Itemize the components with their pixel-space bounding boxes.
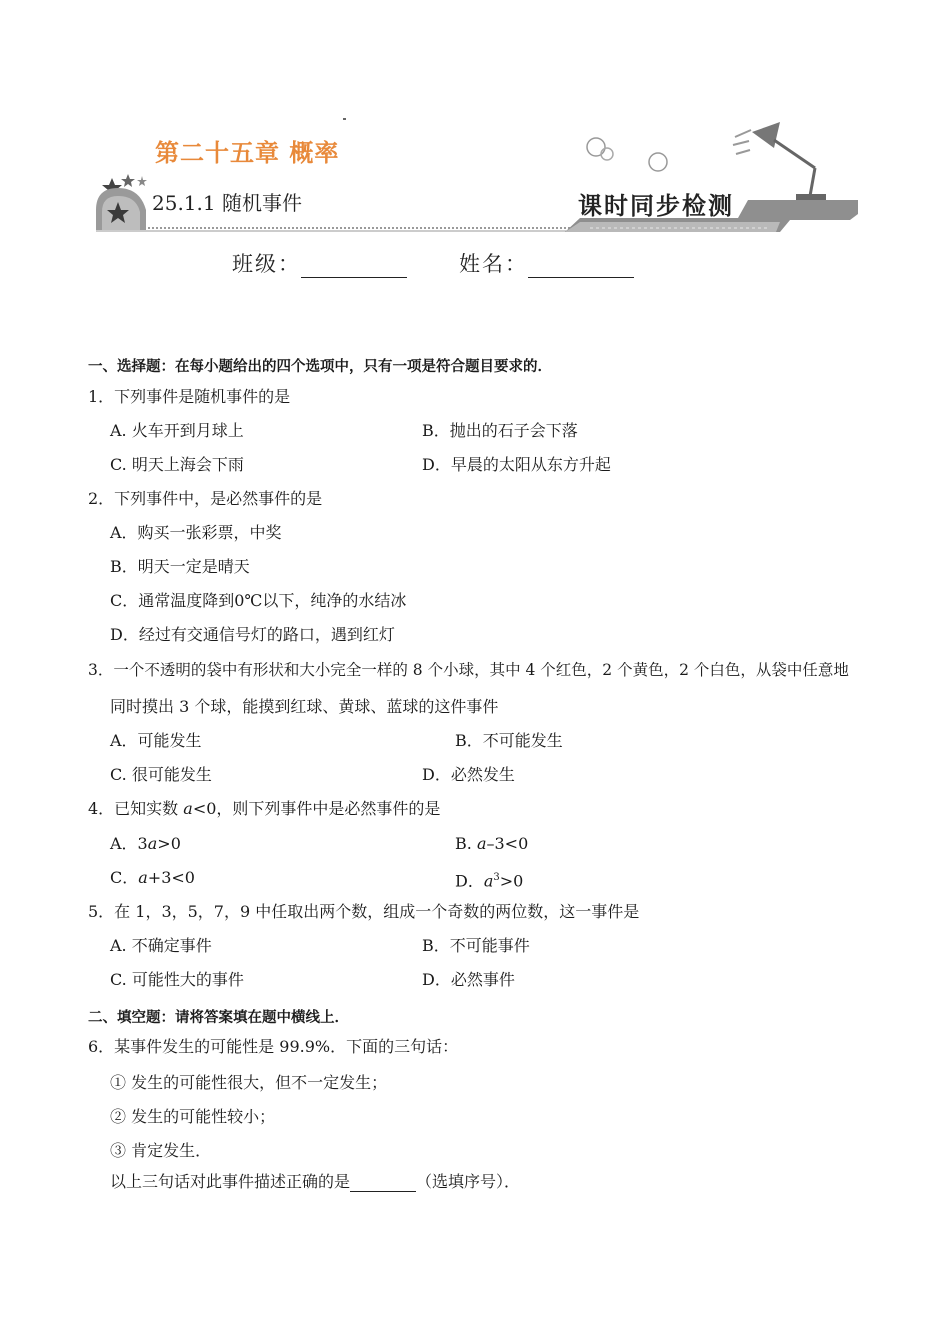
part1-heading: 一、选择题：在每小题给出的四个选项中，只有一项是符合题目要求的．	[88, 359, 552, 375]
q4-option-c	[110, 868, 195, 888]
q5-option-d: D．必然事件	[422, 970, 515, 989]
name-blank[interactable]	[528, 255, 634, 278]
q5-option-a: A. 不确定事件	[110, 936, 212, 955]
q4-b-var: a	[476, 834, 487, 853]
q1-stem: 1．下列事件是随机事件的是	[88, 387, 291, 406]
q6-stem: 6．某事件发生的可能性是 99.9%．下面的三句话：	[88, 1037, 459, 1056]
q6-statement-1: ① 发生的可能性很大，但不一定发生；	[110, 1073, 388, 1092]
q2-option-d: D．经过有交通信号灯的路口，遇到红灯	[110, 625, 395, 644]
q2-option-b: B．明天一定是晴天	[110, 557, 250, 576]
q4-stem-post: <0，则下列事件中是必然事件的是	[192, 799, 441, 818]
q4-d-pre: D．	[455, 871, 484, 891]
q2-option-c: C．通常温度降到0℃以下，纯净的水结冰	[110, 591, 407, 610]
q4-option-a	[110, 834, 181, 854]
q6-question-pre: 以上三句话对此事件描述正确的是	[110, 1172, 351, 1191]
q5-option-c: C. 可能性大的事件	[110, 970, 244, 989]
q3-stem-line2: 同时摸出 3 个球，能摸到红球、黄球、蓝球的这件事件	[110, 697, 499, 716]
q3-option-c: C. 很可能发生	[110, 765, 212, 784]
q4-stem-var: a	[183, 799, 193, 818]
q1-option-a: A. 火车开到月球上	[110, 421, 244, 440]
q6-question-post: （选填序号）．	[416, 1172, 521, 1191]
q4-d-sup: 3	[493, 872, 500, 883]
q3-option-a: A．可能发生	[110, 731, 202, 750]
q3-option-d: D．必然发生	[422, 765, 515, 784]
header-banner	[90, 110, 865, 240]
q3-stem-line1: 3．一个不透明的袋中有形状和大小完全一样的 8 个小球，其中 4 个红色，2 个黄色，2 个白色，从袋中任意地	[88, 661, 849, 679]
q4-d-post: >0	[499, 871, 524, 891]
q4-stem	[88, 799, 440, 819]
name-label: 姓名：	[459, 252, 528, 276]
class-label: 班级：	[232, 252, 301, 276]
class-blank[interactable]	[301, 255, 407, 278]
q4-c-var: a	[138, 868, 148, 887]
q1-option-d: D．早晨的太阳从东方升起	[422, 455, 611, 474]
desk-lamp-icon	[733, 122, 826, 200]
q4-option-d	[455, 868, 523, 891]
brand-title: 课时同步检测	[578, 191, 734, 220]
q4-b-post: –3<0	[486, 834, 529, 853]
q4-a-var: a	[147, 834, 158, 853]
q4-option-b	[455, 834, 528, 854]
chapter-title: 第二十五章 概率	[155, 139, 340, 167]
q6-statement-3: ③ 肯定发生．	[110, 1141, 212, 1160]
q2-option-a: A．购买一张彩票，中奖	[110, 523, 282, 542]
star-badge-icon	[96, 174, 147, 230]
q5-stem: 5．在 1，3，5，7，9 中任取出两个数，组成一个奇数的两位数，这一事件是	[88, 902, 640, 921]
q1-option-b: B．抛出的石子会下落	[422, 421, 578, 440]
part2-heading: 二、填空题：请将答案填在题中横线上．	[88, 1010, 349, 1026]
q5-option-b: B．不可能事件	[422, 936, 530, 955]
q4-d-var: a	[483, 871, 494, 891]
q1-option-c: C. 明天上海会下雨	[110, 455, 244, 474]
student-info	[232, 248, 634, 278]
q6-statement-2: ② 发生的可能性较小；	[110, 1107, 276, 1126]
q4-a-pre: A．3	[110, 834, 148, 853]
q2-stem: 2．下列事件中，是必然事件的是	[88, 489, 323, 508]
q4-c-post: +3<0	[147, 868, 195, 887]
q6-answer-blank[interactable]	[350, 1175, 416, 1192]
q4-a-post: >0	[157, 834, 181, 853]
section-title: 25.1.1 随机事件	[152, 191, 302, 215]
q4-b-pre: B.	[455, 834, 477, 853]
q6-question	[110, 1172, 520, 1192]
q3-option-b: B．不可能发生	[455, 731, 563, 750]
q4-stem-pre: 4．已知实数	[88, 799, 184, 818]
q4-c-pre: C．	[110, 868, 139, 887]
